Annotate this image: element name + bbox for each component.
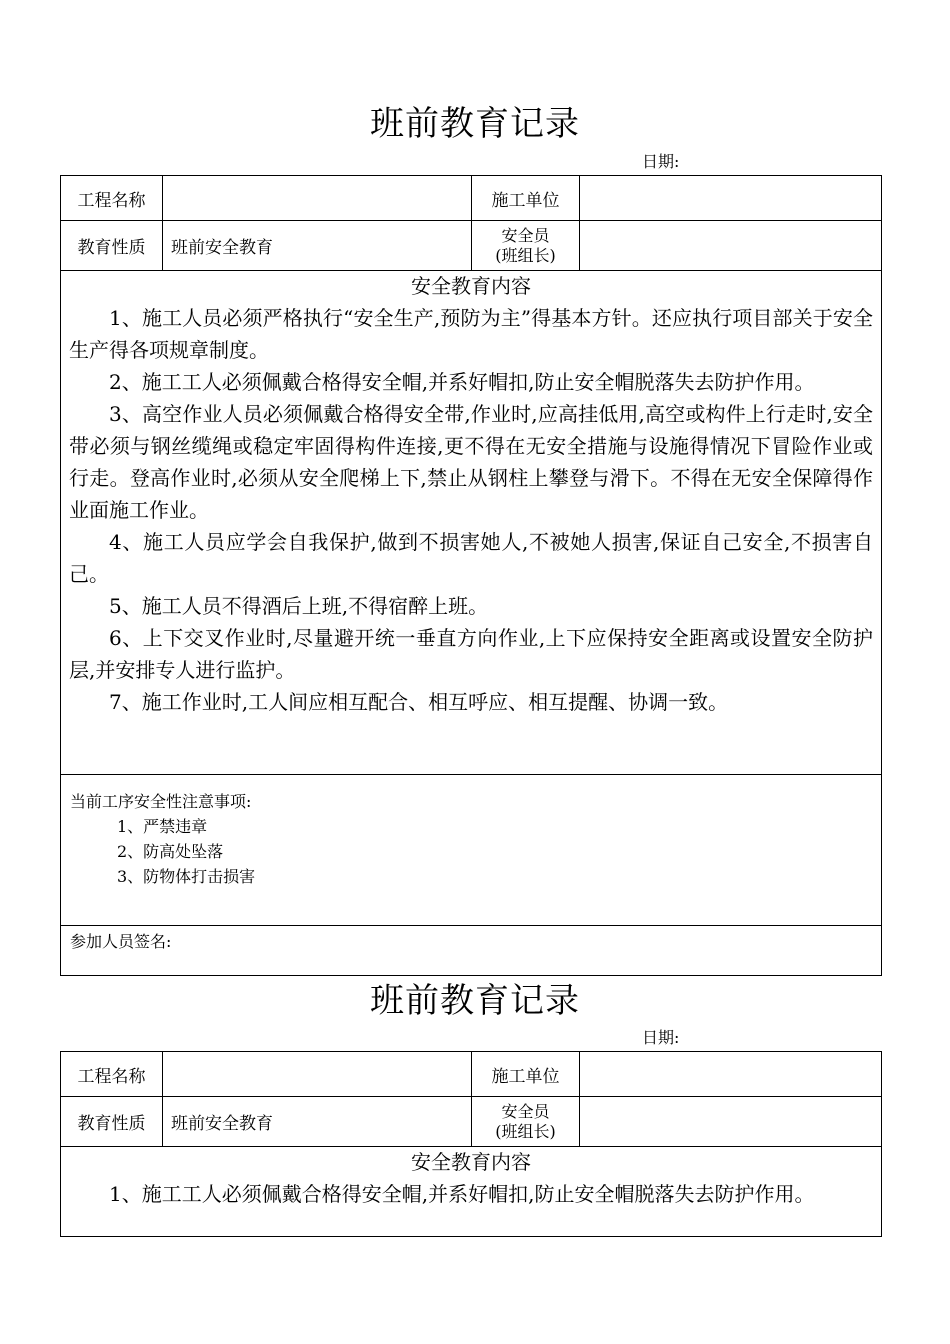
safety-officer-field[interactable]: [580, 1097, 882, 1146]
education-content: [69, 1146, 873, 1210]
content-paragraph: 5、施工人员不得酒后上班,不得宿醉上班。: [109, 594, 489, 618]
education-type-label: 教育性质: [77, 238, 146, 258]
construction-unit-label: 施工单位: [491, 190, 560, 211]
education-type-value: 班前安全教育: [171, 238, 273, 258]
construction-unit-label: 施工单位: [491, 1066, 560, 1087]
record1-date-label: 日期:: [642, 152, 680, 171]
safety-officer-title: 安全员: [501, 1101, 550, 1121]
content-heading: 安全教育内容: [411, 1150, 531, 1174]
education-content: [69, 270, 873, 718]
content-paragraph: 2、施工工人必须佩戴合格得安全帽,并系好帽扣,防止安全帽脱落失去防护作用。: [109, 370, 815, 394]
content-paragraph: 1、施工工人必须佩戴合格得安全帽,并系好帽扣,防止安全帽脱落失去防护作用。: [109, 1182, 815, 1206]
record2-form: [60, 1051, 882, 1237]
safety-officer-subtitle: (班组长): [495, 1121, 556, 1141]
content-paragraph: 6、上下交叉作业时,尽量避开统一垂直方向作业,上下应保持安全距离或设置安全防护层,并安排专人进行监护。: [69, 626, 873, 682]
education-type-value: 班前安全教育: [171, 1114, 273, 1134]
safety-officer-field[interactable]: [580, 221, 882, 270]
content-heading: 安全教育内容: [411, 274, 531, 298]
safety-note-item: 3、防物体打击损害: [117, 867, 256, 886]
project-name-label: 工程名称: [77, 1066, 146, 1087]
safety-note-item: 1、严禁违章: [117, 817, 208, 836]
signature-label: 参加人员签名:: [70, 932, 172, 951]
safety-notes-heading: 当前工序安全性注意事项:: [70, 792, 252, 811]
construction-unit-field[interactable]: [580, 1052, 882, 1096]
record1-title: 班前教育记录: [370, 104, 580, 144]
content-paragraph: 4、施工人员应学会自我保护,做到不损害她人,不被她人损害,保证自己安全,不损害自己。: [69, 530, 873, 586]
safety-officer-label: [472, 221, 579, 270]
education-type-label: 教育性质: [77, 1114, 146, 1134]
project-name-field[interactable]: [163, 1052, 471, 1096]
record1-form: [60, 175, 882, 976]
content-paragraph: 1、施工人员必须严格执行“安全生产,预防为主”得基本方针。还应执行项目部关于安全生产得各项规章制度。: [69, 306, 873, 362]
safety-note-item: 2、防高处坠落: [117, 842, 224, 861]
record2-title: 班前教育记录: [370, 981, 580, 1021]
content-paragraph: 3、高空作业人员必须佩戴合格得安全带,作业时,应高挂低用,高空或构件上行走时,安全带必须与钢丝缆绳或稳定牢固得构件连接,更不得在无安全措施与设施得情况下冒险作业或行走。登高作业时,必须从安全爬梯上下,禁止从钢柱上攀登与滑下。不得在无安全保障得作业面施工作业。: [69, 402, 873, 522]
safety-officer-title: 安全员: [501, 225, 550, 245]
project-name-label: 工程名称: [77, 190, 146, 211]
record2-date-label: 日期:: [642, 1028, 680, 1047]
project-name-field[interactable]: [163, 176, 471, 220]
content-paragraph: 7、施工作业时,工人间应相互配合、相互呼应、相互提醒、协调一致。: [109, 690, 729, 714]
safety-officer-label: [472, 1097, 579, 1146]
safety-notes: [70, 789, 255, 889]
safety-officer-subtitle: (班组长): [495, 245, 556, 265]
construction-unit-field[interactable]: [580, 176, 882, 220]
